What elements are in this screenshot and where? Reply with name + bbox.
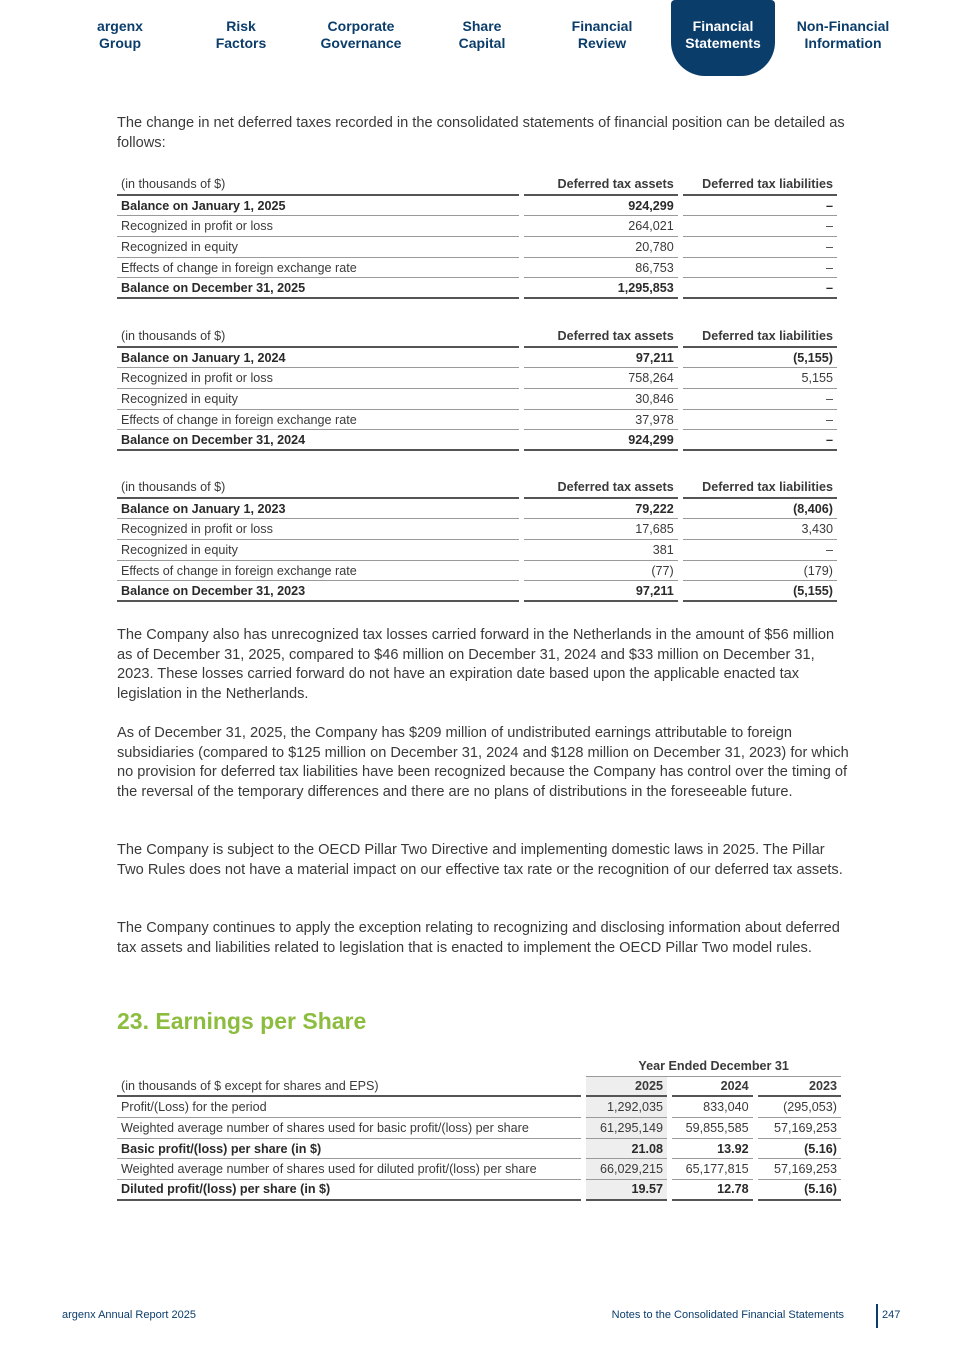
table-header-row [117,175,837,196]
nav-tab-label: Financial [571,18,633,34]
column-header: (in thousands of $) [117,478,519,499]
cell-value: 381 [524,540,678,561]
column-header: (in thousands of $) [117,327,519,348]
table-row [117,389,837,410]
nav-tab-argenx-group[interactable] [60,0,180,76]
cell-value: (5.16) [758,1139,841,1160]
cell-value: – [683,278,837,299]
row-label: Balance on January 1, 2023 [117,499,519,520]
table-row [117,1118,841,1139]
cell-value: 20,780 [524,237,678,258]
cell-value: (5.16) [758,1180,841,1201]
nav-tab-label: Share [462,18,502,34]
intro-paragraph: The change in net deferred taxes recorded in the consolidated statements of financial position can be detailed as follows: [117,115,845,151]
nav-tab-label: Group [99,35,141,51]
cell-value: 833,040 [672,1097,753,1118]
table-row [117,430,837,451]
row-label: Balance on December 31, 2024 [117,430,519,451]
row-label: Recognized in profit or loss [117,216,519,237]
row-label: Recognized in equity [117,389,519,410]
cell-value: – [683,389,837,410]
column-header: (in thousands of $) [117,175,519,196]
cell-value: (8,406) [683,499,837,520]
table-row [117,540,837,561]
cell-value: 66,029,215 [586,1159,667,1180]
footer-section-title: Notes to the Consolidated Financial Statements [611,1309,844,1321]
table-row [117,237,837,258]
row-label: Recognized in profit or loss [117,519,519,540]
table-row [117,561,837,582]
cell-value: 758,264 [524,368,678,389]
nav-tab-corporate-governance[interactable] [301,0,421,76]
table-header-row [117,1077,841,1098]
table-row [117,278,837,299]
row-label: Balance on January 1, 2025 [117,196,519,217]
cell-value: 21.08 [586,1139,667,1160]
row-label: Diluted profit/(loss) per share (in $) [117,1180,581,1201]
cell-value: 97,211 [524,348,678,369]
nav-tab-label: Non-Financial [796,18,890,34]
page-number: 247 [882,1309,901,1321]
pillar-two-paragraph: The Company is subject to the OECD Pillar Two Directive and implementing domestic laws in 2025. The Pillar Two Rules does not have a material impact on our effective tax rate or the recognition of our deferred tax assets. [117,842,843,878]
table-row [117,410,837,431]
cell-value: 57,169,253 [758,1159,841,1180]
cell-value: 13.92 [672,1139,753,1160]
row-label: Effects of change in foreign exchange rate [117,410,519,431]
table-row [117,368,837,389]
empty-header-cell [117,1056,581,1077]
pillar-two-exception-paragraph: The Company continues to apply the exception relating to recognizing and disclosing information about deferred tax assets and liabilities related to legislation that is enacted to implement the OECD Pillar Two model rules. [117,920,840,956]
cell-value: (5,155) [683,581,837,602]
group-header: Year Ended December 31 [586,1056,841,1077]
column-header: Deferred tax assets [524,327,678,348]
table-row [117,499,837,520]
cell-value: – [683,410,837,431]
table-row [117,216,837,237]
section-heading: 23. Earnings per Share [117,1008,367,1034]
table-row [117,519,837,540]
column-header: Deferred tax liabilities [683,478,837,499]
cell-value: 79,222 [524,499,678,520]
nav-tab-label: argenx [97,18,143,34]
cell-value: 3,430 [683,519,837,540]
nav-tab-label: Statements [685,35,761,51]
table-header-row [117,478,837,499]
top-navigation [60,0,904,80]
table-row [117,1139,841,1160]
column-header: 2025 [586,1077,667,1098]
cell-value: 57,169,253 [758,1118,841,1139]
cell-value: (179) [683,561,837,582]
nav-tab-label: Factors [215,35,267,51]
column-header: (in thousands of $ except for shares and EPS) [117,1077,581,1098]
cell-value: – [683,540,837,561]
nav-tab-financial-review[interactable] [542,0,662,76]
table-row [117,348,837,369]
column-header: Deferred tax assets [524,175,678,196]
undistributed-earnings-paragraph: As of December 31, 2025, the Company has $209 million of undistributed earnings attributable to foreign subsidiaries (compared to $125 million on December 31, 2024 and $128 million on December 31, 2023) for which no provision for deferred tax liabilities have been recognized because the Company has control over the timing of the reversal of the temporary differences and there are no plans of distributions in the foreseeable future. [117,725,849,800]
cell-value: 19.57 [586,1180,667,1201]
cell-value: 61,295,149 [586,1118,667,1139]
cell-value: 17,685 [524,519,678,540]
cell-value: 924,299 [524,196,678,217]
column-header: 2023 [758,1077,841,1098]
row-label: Balance on January 1, 2024 [117,348,519,369]
nav-tab-label: Financial [692,18,754,34]
cell-value: – [683,430,837,451]
earnings-per-share-table [112,1056,846,1201]
column-header: 2024 [672,1077,753,1098]
cell-value: 5,155 [683,368,837,389]
table-row [117,196,837,217]
column-header: Deferred tax assets [524,478,678,499]
row-label: Recognized in profit or loss [117,368,519,389]
nav-tab-label: Review [577,35,627,51]
cell-value: (295,053) [758,1097,841,1118]
cell-value: 86,753 [524,258,678,279]
nav-tab-non-financial-information[interactable] [783,0,903,76]
cell-value: 924,299 [524,430,678,451]
cell-value: 37,978 [524,410,678,431]
cell-value: – [683,216,837,237]
column-header: Deferred tax liabilities [683,175,837,196]
cell-value: 12.78 [672,1180,753,1201]
nav-tab-share-capital[interactable] [422,0,542,76]
row-label: Balance on December 31, 2025 [117,278,519,299]
cell-value: 1,295,853 [524,278,678,299]
table-row [117,1097,841,1118]
cell-value: 65,177,815 [672,1159,753,1180]
tax-losses-paragraph: The Company also has unrecognized tax losses carried forward in the Netherlands in the amount of $56 million as of December 31, 2025, compared to $46 million on December 31, 2024 and $33 million on December 31, 2023. These losses carried forward do not have an expiration date based upon the applicable enacted tax legislation in the Netherlands. [117,627,835,702]
deferred-tax-table-2025 [112,175,842,299]
cell-value: (5,155) [683,348,837,369]
table-row [117,1180,841,1201]
row-label: Effects of change in foreign exchange rate [117,561,519,582]
cell-value: 97,211 [524,581,678,602]
column-header: Deferred tax liabilities [683,327,837,348]
row-label: Weighted average number of shares used for basic profit/(loss) per share [117,1118,581,1139]
row-label: Balance on December 31, 2023 [117,581,519,602]
cell-value: – [683,258,837,279]
nav-tab-label: Capital [458,35,506,51]
cell-value: 264,021 [524,216,678,237]
table-row [117,1159,841,1180]
row-label: Recognized in equity [117,237,519,258]
nav-tab-label: Corporate [327,18,395,34]
cell-value: 59,855,585 [672,1118,753,1139]
row-label: Basic profit/(loss) per share (in $) [117,1139,581,1160]
table-row [117,581,837,602]
cell-value: – [683,196,837,217]
cell-value: 1,292,035 [586,1097,667,1118]
table-group-header-row [117,1056,841,1077]
row-label: Profit/(Loss) for the period [117,1097,581,1118]
footer-report-title: argenx Annual Report 2025 [62,1309,196,1321]
nav-tab-label: Risk [226,18,256,34]
cell-value: – [683,237,837,258]
table-row [117,258,837,279]
deferred-tax-table-2023 [112,478,842,602]
row-label: Effects of change in foreign exchange rate [117,258,519,279]
nav-tab-risk-factors[interactable] [181,0,301,76]
cell-value: (77) [524,561,678,582]
row-label: Weighted average number of shares used for diluted profit/(loss) per share [117,1159,581,1180]
nav-tab-label: Governance [320,35,402,51]
table-header-row [117,327,837,348]
nav-tab-label: Information [804,35,882,51]
footer-divider [876,1304,878,1328]
row-label: Recognized in equity [117,540,519,561]
cell-value: 30,846 [524,389,678,410]
deferred-tax-table-2024 [112,327,842,451]
nav-tab-financial-statements[interactable] [671,0,775,76]
